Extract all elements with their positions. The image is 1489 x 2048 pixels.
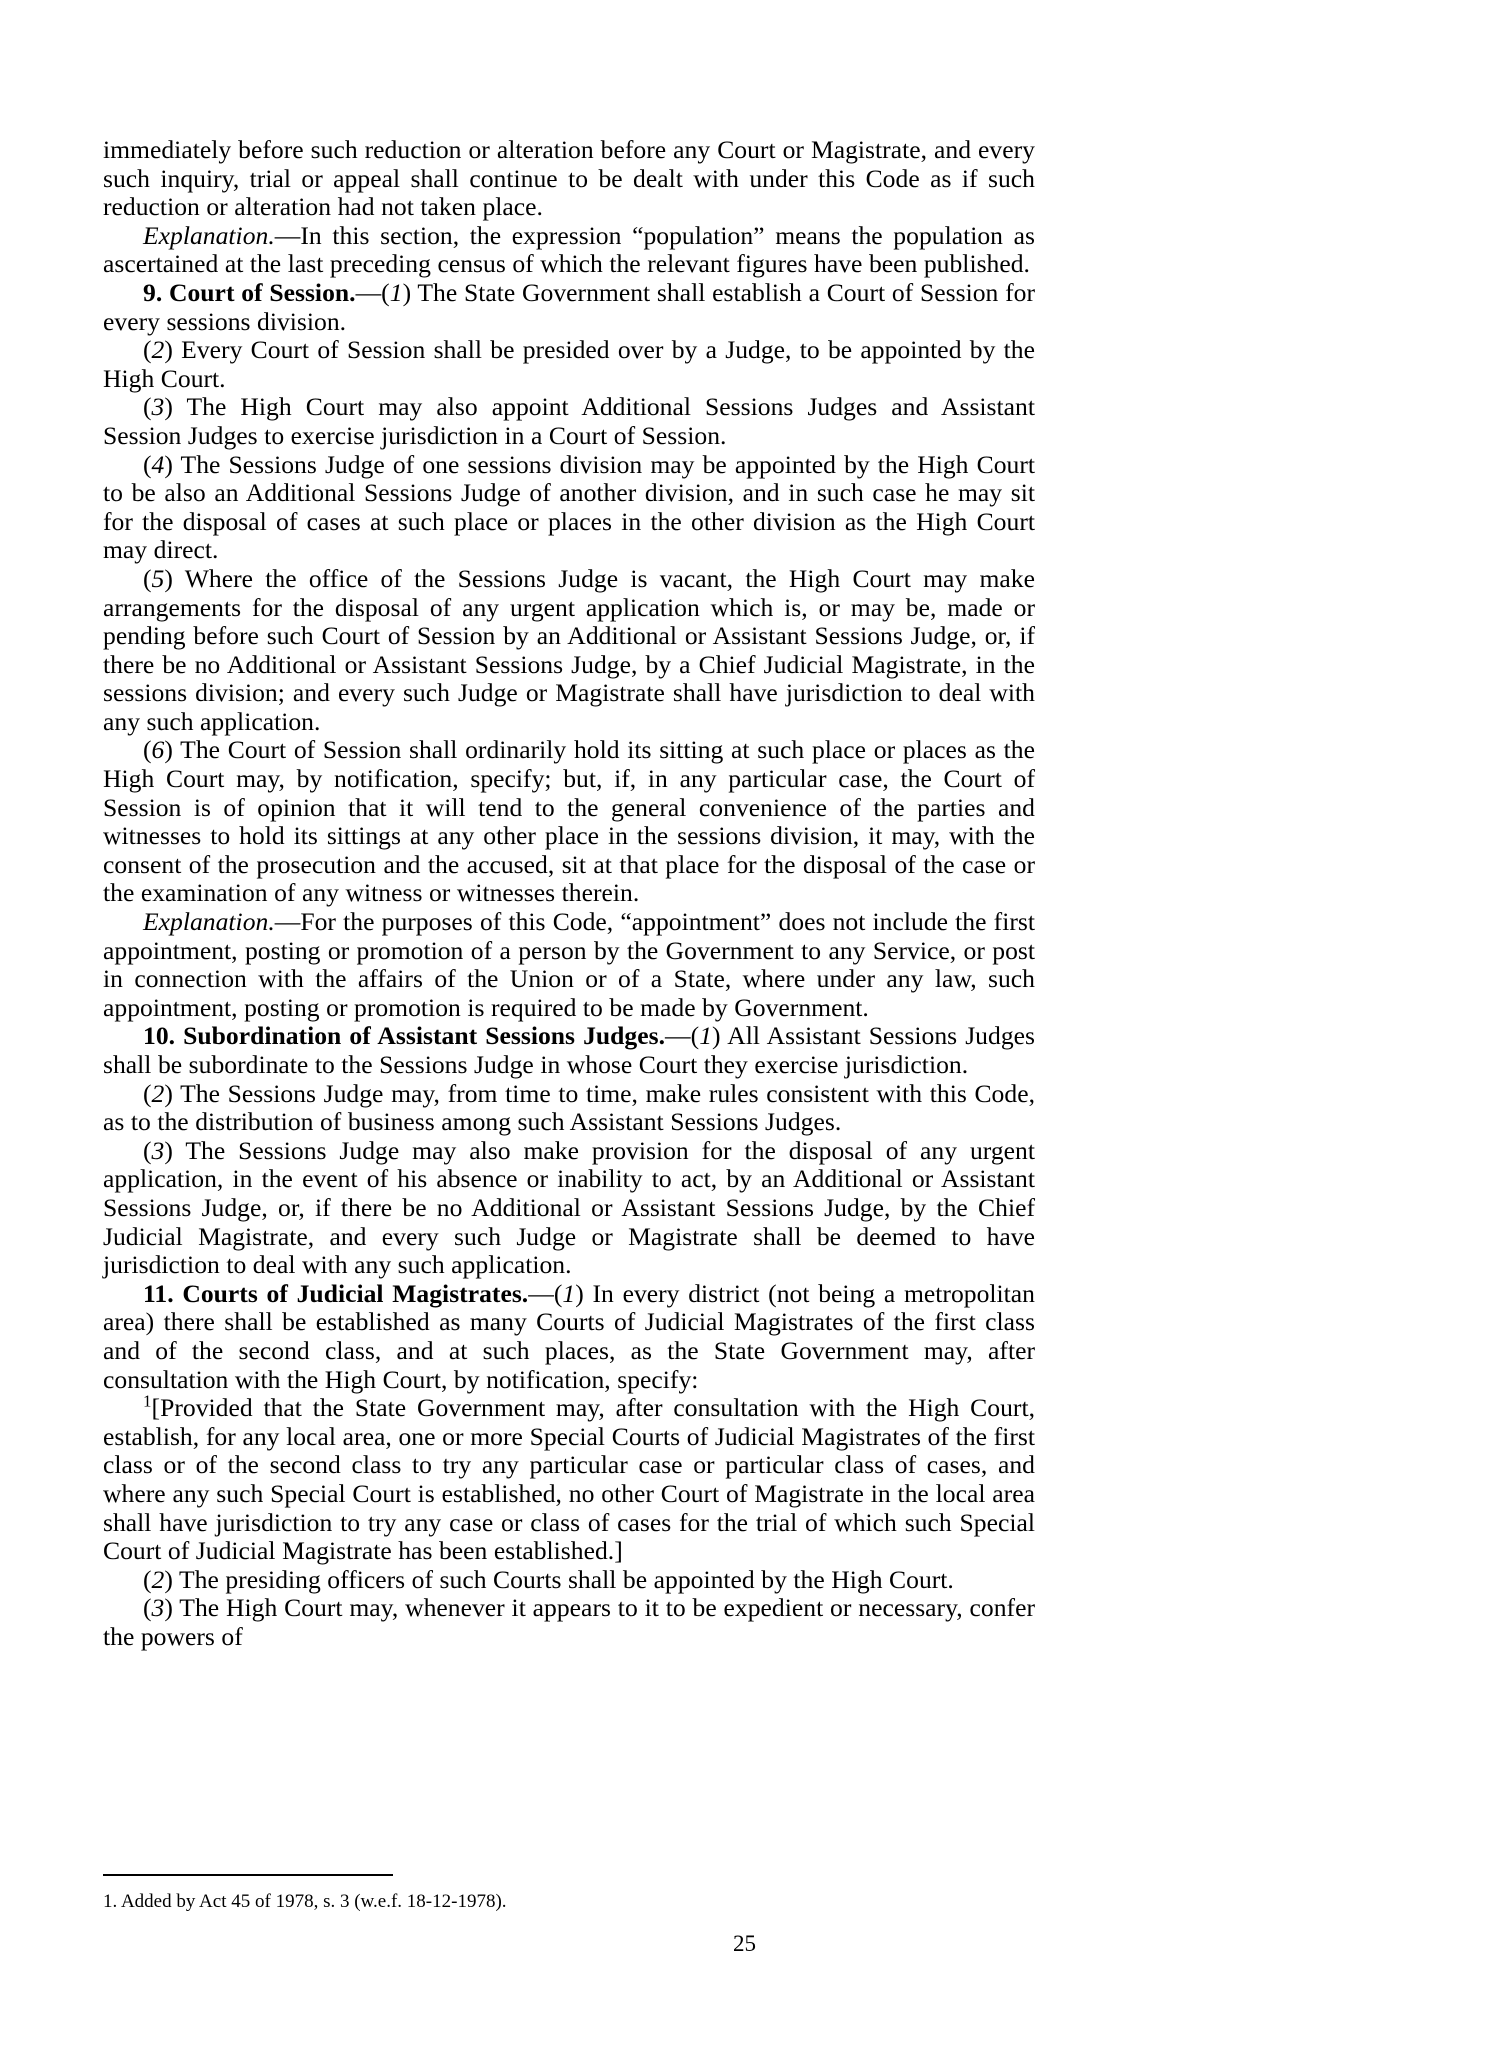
section-heading-run: 11. Courts of Judicial Magistrates. — [143, 1278, 529, 1308]
text-run: —( — [665, 1021, 700, 1051]
italic-run: Explanation. — [143, 220, 275, 250]
italic-run: 2 — [151, 335, 165, 365]
text-run: ) The State Government shall establish a Court of Session for every sessions division. — [103, 277, 1035, 336]
italic-run: 1 — [562, 1278, 576, 1308]
p-explanation-1 — [103, 222, 1035, 279]
text-run: [Provided that the State Government may, after consultation with the High Court, establish, for any local area, one or more Special Courts of Judicial Magistrates of the first class or of the second class to try any particular case or particular class of cases, and where any such Special Court is established, no other Court of Magistrate in the local area shall have jurisdiction to try any case or class of cases for the trial of which such Special Court of Judicial Magistrate has been established.] — [103, 1393, 1035, 1566]
italic-run: 2 — [151, 1564, 165, 1594]
italic-run: 1 — [699, 1021, 713, 1051]
text-run: ) All Assistant Sessions Judges shall be subordinate to the Sessions Judge in whose Court they exercise jurisdiction. — [103, 1021, 1035, 1079]
text-run: ) The presiding officers of such Courts shall be appointed by the High Court. — [164, 1564, 954, 1594]
text-run: ( — [143, 1135, 152, 1165]
text-run: ) Every Court of Session shall be presided over by a Judge, to be appointed by the High Court. — [103, 335, 1035, 393]
footnote-reference-marker: 1 — [143, 1391, 152, 1411]
italic-run: Explanation. — [143, 907, 275, 937]
italic-run: 6 — [151, 735, 165, 765]
p-section-9-1 — [103, 279, 1035, 336]
text-run: ( — [143, 1593, 152, 1623]
page-body-text — [103, 136, 1035, 1651]
italic-run: 3 — [151, 1135, 165, 1165]
italic-run: 2 — [151, 1078, 165, 1108]
italic-run: 5 — [151, 563, 165, 593]
text-run: immediately before such reduction or alteration before any Court or Magistrate, and every such inquiry, trial or appeal shall continue to be dealt with under this Code as if such reduction or alteration had not taken place. — [103, 135, 1035, 222]
text-run: ) The High Court may also appoint Additional Sessions Judges and Assistant Session Judges to exercise jurisdiction in a Court of Session. — [103, 392, 1035, 450]
p-section-11-3 — [103, 1594, 1035, 1651]
text-run: ( — [143, 563, 152, 593]
italic-run: 4 — [151, 449, 165, 479]
text-run: ) In every district (not being a metropolitan area) there shall be established as many Courts of Judicial Magistrates of the first class and of the second class, and at such places, as the State Government may, after consultation with the High Court, by notification, specify: — [103, 1278, 1035, 1394]
p-section-9-3 — [103, 393, 1035, 450]
p-explanation-2 — [103, 908, 1035, 1022]
footnote-separator-rule — [103, 1874, 393, 1876]
p-proviso — [103, 1391, 1035, 1566]
p-section-10-3 — [103, 1137, 1035, 1280]
p-continuation — [103, 136, 1035, 222]
text-run: ) Where the office of the Sessions Judge is vacant, the High Court may make arrangements for the disposal of any urgent application which is, or may be, made or pending before such Court of Session by an Additional or Assistant Sessions Judge, or, if there be no Additional or Assistant Sessions Judge, by a Chief Judicial Magistrate, in the sessions division; and every such Judge or Magistrate shall have jurisdiction to deal with any such application. — [103, 563, 1035, 736]
text-run: —( — [355, 277, 390, 307]
page-number: 25 — [733, 1931, 756, 1956]
text-run: ( — [143, 1564, 152, 1594]
text-run: ) The Sessions Judge may, from time to time, make rules consistent with this Code, as to the distribution of business among such Assistant Sessions Judges. — [103, 1078, 1035, 1137]
text-run: ) The Court of Session shall ordinarily hold its sitting at such place or places as the High Court may, by notification, specify; but, if, in any particular case, the Court of Session is of opinion that it will tend to the general convenience of the parties and witnesses to hold its sittings at any other place in the sessions division, it may, with the consent of the prosecution and the accused, sit at that place for the disposal of the case or the examination of any witness or witnesses therein. — [103, 735, 1035, 908]
text-run: ) The Sessions Judge of one sessions division may be appointed by the High Court to be also an Additional Sessions Judge of another division, and in such case he may sit for the disposal of cases at such place or places in the other division as the High Court may direct. — [103, 449, 1035, 565]
footnote-text: 1. Added by Act 45 of 1978, s. 3 (w.e.f. 18-12-1978). — [103, 1891, 507, 1912]
text-run: ( — [143, 449, 152, 479]
p-section-10-1 — [103, 1022, 1035, 1079]
text-run: ( — [143, 335, 152, 365]
p-section-9-4 — [103, 451, 1035, 565]
p-section-9-6 — [103, 736, 1035, 908]
p-section-9-5 — [103, 565, 1035, 737]
italic-run: 1 — [389, 277, 403, 307]
text-run: ) The High Court may, whenever it appears to it to be expedient or necessary, confer the powers of — [103, 1593, 1035, 1651]
italic-run: 3 — [151, 392, 165, 422]
p-section-11-1 — [103, 1280, 1035, 1394]
italic-run: 3 — [151, 1593, 165, 1623]
text-run: ( — [143, 392, 152, 422]
text-run: —( — [528, 1278, 563, 1308]
section-heading-run: 10. Subordination of Assistant Sessions Judges. — [143, 1021, 666, 1051]
p-section-9-2 — [103, 336, 1035, 393]
text-run: ( — [143, 735, 152, 765]
text-run: —In this section, the expression “population” means the population as ascertained at the last preceding census of which the relevant figures have been published. — [103, 220, 1035, 279]
text-run: —For the purposes of this Code, “appointment” does not include the first appointment, posting or promotion of a person by the Government to any Service, or post in connection with the affairs of the Union or of a State, where under any law, such appointment, posting or promotion is required to be made by Government. — [103, 907, 1035, 1022]
p-section-10-2 — [103, 1080, 1035, 1137]
text-run: ( — [143, 1078, 152, 1108]
text-run: ) The Sessions Judge may also make provision for the disposal of any urgent application, in the event of his absence or inability to act, by an Additional or Assistant Sessions Judge, or, if there be no Additional or Assistant Sessions Judge, by the Chief Judicial Magistrate, and every such Judge or Magistrate shall be deemed to have jurisdiction to deal with any such application. — [103, 1135, 1035, 1280]
footnote-area — [103, 1874, 1035, 1914]
p-section-11-2 — [103, 1566, 1035, 1595]
section-heading-run: 9. Court of Session. — [143, 277, 356, 307]
